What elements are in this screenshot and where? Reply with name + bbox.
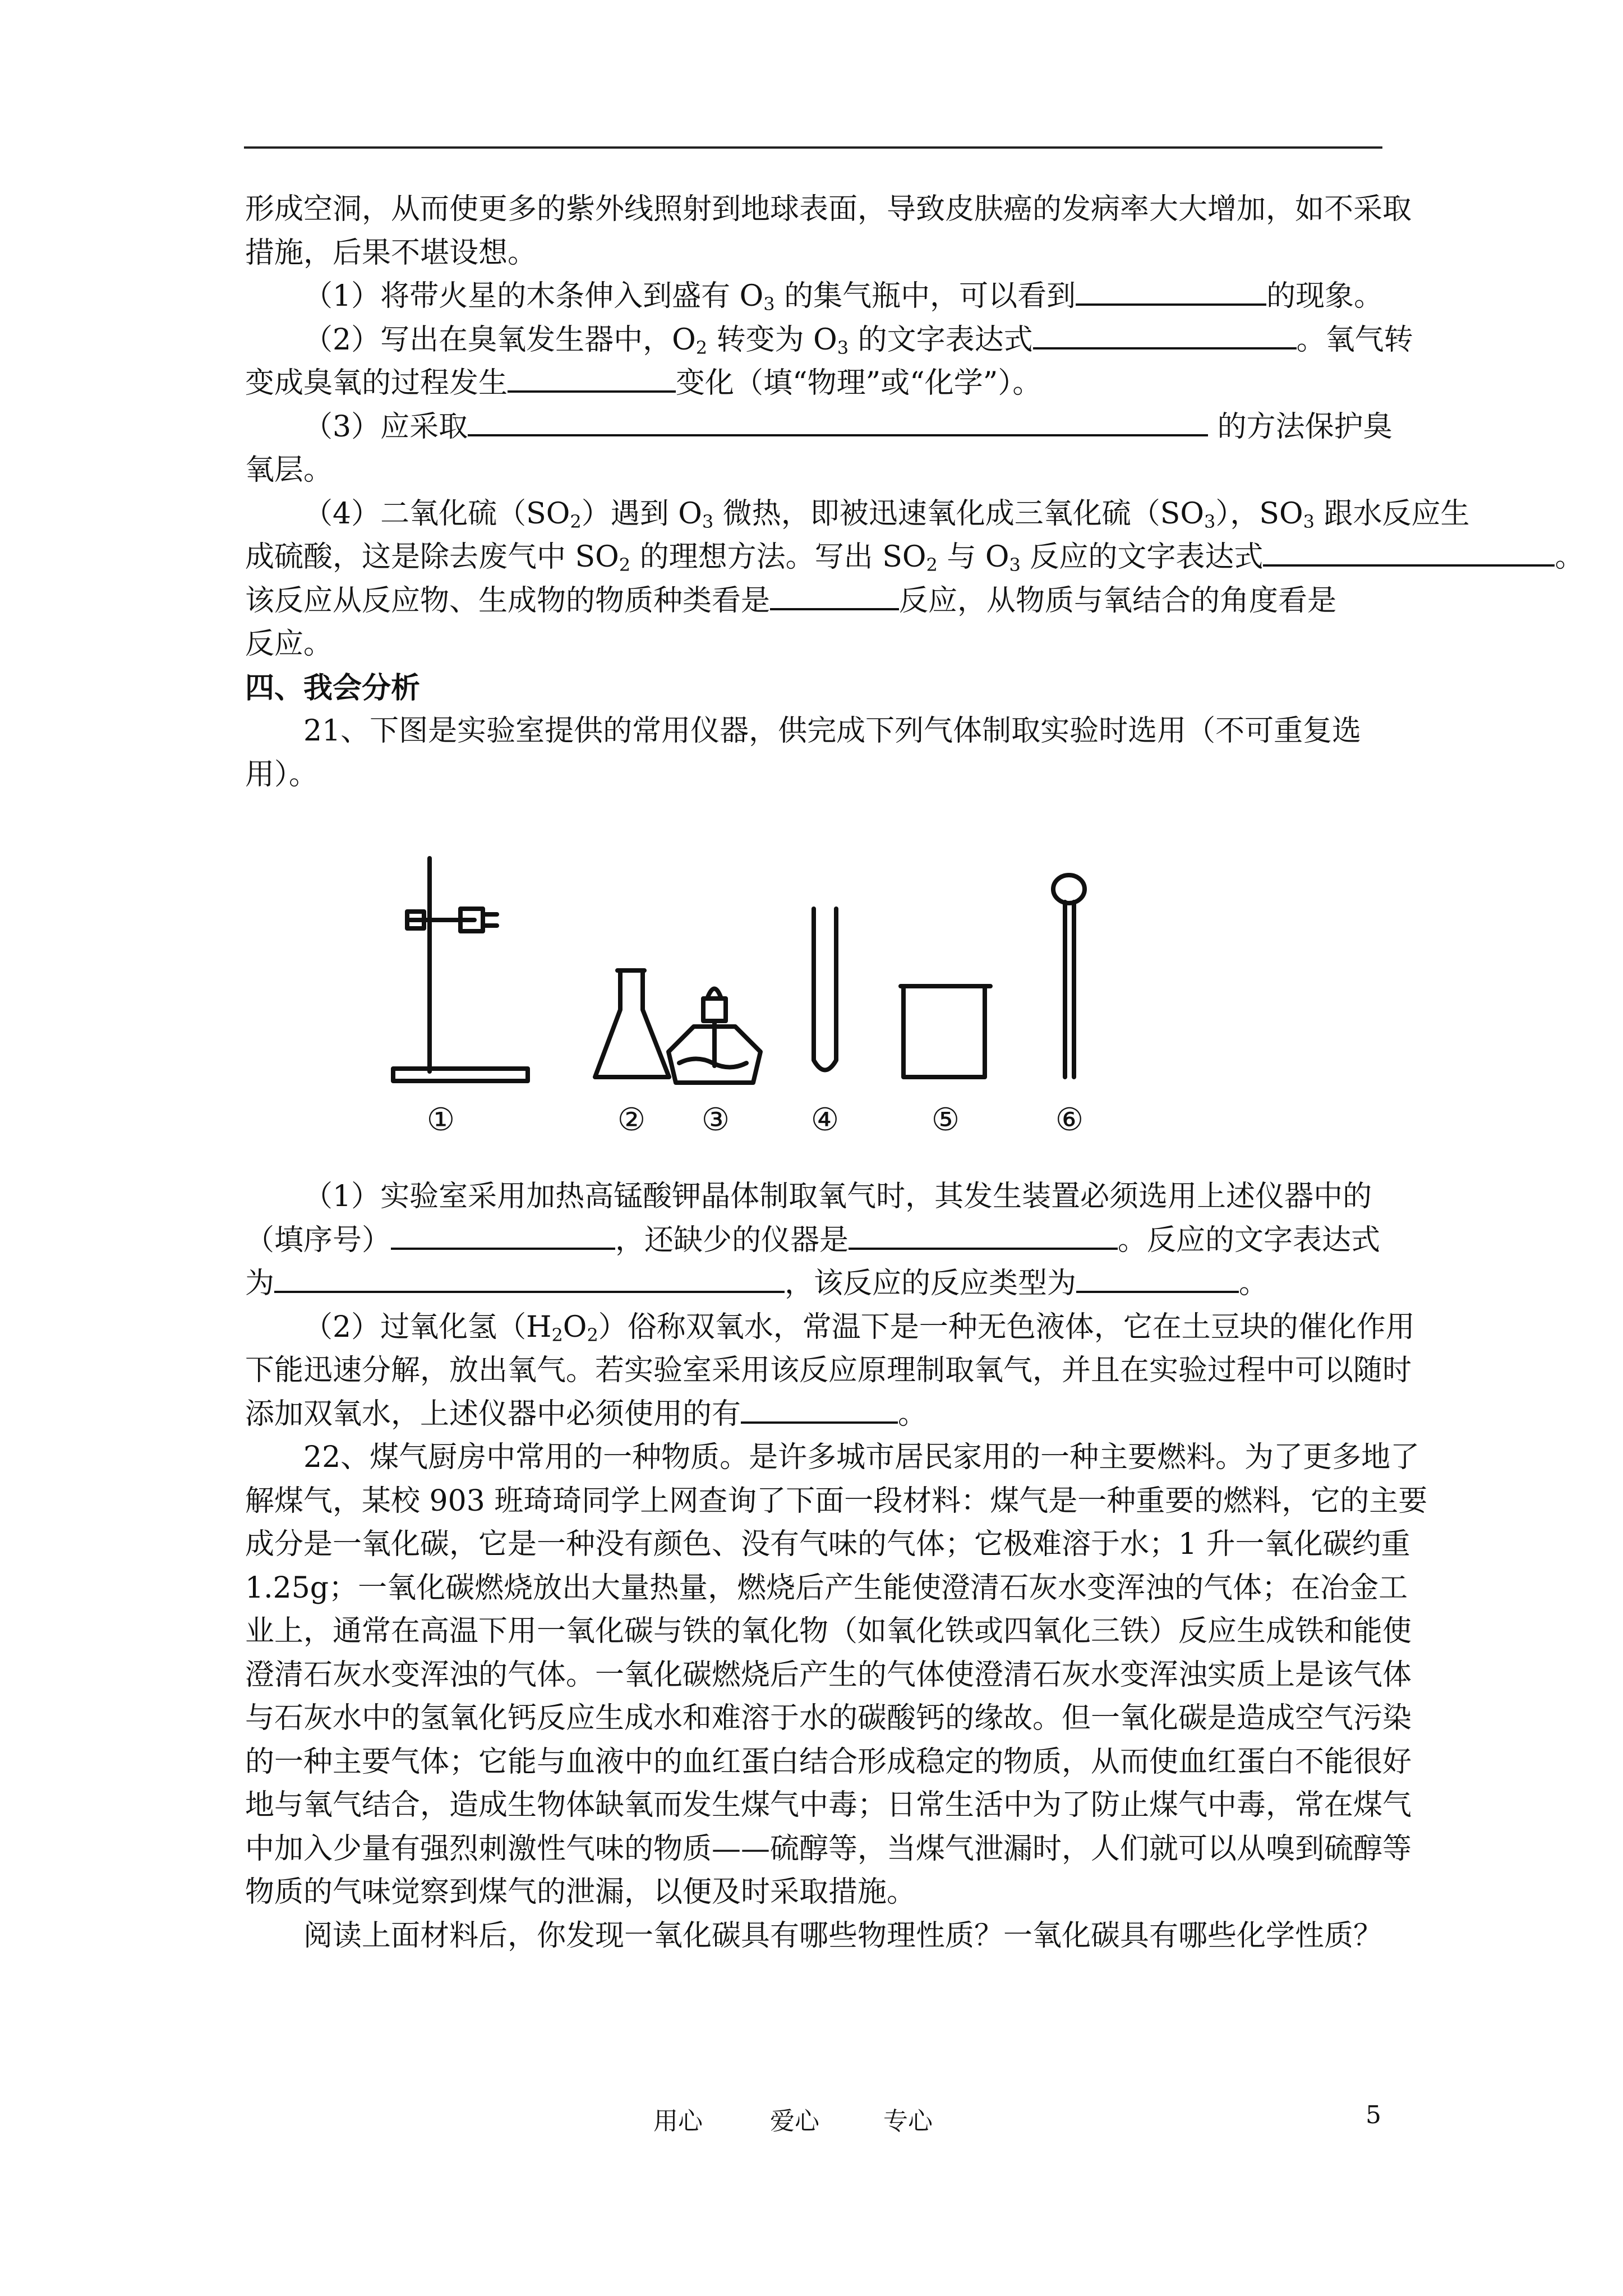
apparatus-figure bbox=[376, 841, 1250, 1144]
text-line: 的一种主要气体；它能与血液中的血红蛋白结合形成稳定的物质，从而使血红蛋白不能很好 bbox=[245, 1745, 1412, 1779]
question-21-2: （2）过氧化氢$(H_2O_2)$俗称双氧水，常温下是一种无色液体，它在土豆块的催化作用 bbox=[303, 1310, 1415, 1346]
page-body-lower bbox=[245, 1175, 1428, 1958]
question-3-2: （2）写出在臭氧发生器中，$O_2$ 转变为 $O_3$ 的文字表达式 。氧气转 bbox=[303, 323, 1413, 358]
text-line: 该反应从反应物、生成物的物质种类看是 反应，从物质与氧结合的角度看是 bbox=[245, 583, 1337, 618]
text-line: 氧层。 bbox=[245, 453, 333, 487]
figure-label: ③ bbox=[701, 1102, 730, 1138]
answer-blank[interactable] bbox=[1076, 279, 1266, 306]
text-line: 解煤气，某校 903 班琦琦同学上网查询了下面一段材料：煤气是一种重要的燃料，它的主要 bbox=[245, 1484, 1428, 1518]
footer-text: 爱心 bbox=[770, 2107, 819, 2136]
answer-blank[interactable] bbox=[1263, 540, 1555, 567]
figure-label: ① bbox=[426, 1102, 455, 1138]
answer-blank[interactable] bbox=[849, 1223, 1118, 1250]
answer-blank[interactable] bbox=[1076, 1266, 1239, 1293]
page-body bbox=[245, 188, 1584, 797]
text-line: 与石灰水中的氢氧化钙反应生成水和难溶于水的碳酸钙的缘故。但一氧化碳是造成空气污染 bbox=[245, 1701, 1412, 1735]
figure-label: ⑤ bbox=[931, 1102, 960, 1138]
section-heading: 四、我会分析 bbox=[245, 670, 421, 705]
page-number: 5 bbox=[1366, 2101, 1381, 2129]
text-line: 为 ，该反应的反应类型为 。 bbox=[245, 1267, 1269, 1300]
answer-blank[interactable] bbox=[508, 366, 676, 393]
text-line: 业上，通常在高温下用一氧化碳与铁的氧化物（如氧化铁或四氧化三铁）反应生成铁和能使 bbox=[245, 1614, 1412, 1648]
text-line: 成硫酸，这是除去废气中 $SO_2$ 的理想方法。写出 $SO_2$ 与 $O_3$ 反应的文字表达式 。 bbox=[245, 540, 1584, 576]
text-line: 反应。 bbox=[245, 627, 333, 661]
text-line: 添加双氧水，上述仪器中必须使用的有 。 bbox=[245, 1397, 928, 1431]
beaker-icon bbox=[901, 986, 990, 1077]
question-21-1: （1）实验室采用加热高锰酸钾晶体制取氧气时，其发生装置必须选用上述仪器中的 bbox=[303, 1180, 1372, 1213]
header-rule bbox=[244, 146, 1382, 149]
text-line: 中加入少量有强烈刺激性气味的物质——硫醇等，当煤气泄漏时，人们就可以从嗅到硫醇等 bbox=[245, 1832, 1412, 1866]
question-21: 21、下图是实验室提供的常用仪器，供完成下列气体制取实验时选用（不可重复选 bbox=[303, 714, 1362, 748]
text-line: （填序号） ，还缺少的仪器是 。反应的文字表达式 bbox=[245, 1223, 1381, 1257]
question-3-3: （3）应采取 的方法保护臭 bbox=[303, 409, 1393, 444]
text-line: 物质的气味觉察到煤气的泄漏，以便及时采取措施。 bbox=[245, 1875, 916, 1909]
answer-blank[interactable] bbox=[770, 583, 899, 610]
figure-label: ④ bbox=[810, 1102, 840, 1138]
text-line: 变成臭氧的过程发生 变化（填“物理”或“化学”）。 bbox=[245, 366, 1042, 400]
long-neck-funnel-icon bbox=[1053, 875, 1085, 1077]
footer-text: 专心 bbox=[883, 2107, 933, 2136]
text-line: 措施，后果不堪设想。 bbox=[245, 236, 537, 270]
text-line: 地与氧气结合，造成生物体缺氧而发生煤气中毒；日常生活中为了防止煤气中毒，常在煤气 bbox=[245, 1788, 1412, 1822]
alcohol-lamp-icon bbox=[668, 989, 760, 1083]
question-3-1: （1）将带火星的木条伸入到盛有 $O_3$ 的集气瓶中，可以看到 的现象。 bbox=[303, 279, 1384, 315]
answer-blank[interactable] bbox=[468, 409, 1208, 436]
answer-blank[interactable] bbox=[741, 1397, 898, 1424]
question-22-prompt: 阅读上面材料后，你发现一氧化碳具有哪些物理性质？一氧化碳具有哪些化学性质？ bbox=[303, 1918, 1383, 1953]
answer-blank[interactable] bbox=[391, 1223, 615, 1250]
conical-flask-icon bbox=[595, 970, 669, 1077]
text-line: 用）。 bbox=[245, 757, 319, 792]
text-line: 1.25g；一氧化碳燃烧放出大量热量，燃烧后产生能使澄清石灰水变浑浊的气体；在冶金工 bbox=[245, 1571, 1408, 1605]
text-line: 成分是一氧化碳，它是一种没有颜色、没有气味的气体；它极难溶于水；1 升一氧化碳约重 bbox=[245, 1527, 1410, 1561]
answer-blank[interactable] bbox=[1033, 323, 1297, 349]
answer-blank[interactable] bbox=[274, 1266, 785, 1293]
question-22: 22、煤气厨房中常用的一种物质。是许多城市居民家用的一种主要燃料。为了更多地了 bbox=[303, 1441, 1420, 1474]
figure-label: ② bbox=[617, 1102, 646, 1138]
text-line: 澄清石灰水变浑浊的气体。一氧化碳燃烧后产生的气体使澄清石灰水变浑浊实质上是该气体 bbox=[245, 1658, 1412, 1692]
figure-label: ⑥ bbox=[1055, 1102, 1084, 1138]
text-line: 下能迅速分解，放出氧气。若实验室采用该反应原理制取氧气，并且在实验过程中可以随时 bbox=[245, 1354, 1412, 1387]
test-tube-icon bbox=[814, 909, 836, 1070]
text-line: 形成空洞，从而使更多的紫外线照射到地球表面，导致皮肤癌的发病率大大增加，如不采取 bbox=[245, 192, 1412, 226]
question-3-4: （4）二氧化硫$(SO_2)$遇到 $O_3$ 微热，即被迅速氧化成三氧化硫$(SO_3)$，$SO_3$ 跟水反应生 bbox=[303, 496, 1470, 532]
footer-text: 用心 bbox=[653, 2107, 703, 2136]
iron-stand-icon bbox=[393, 858, 528, 1081]
